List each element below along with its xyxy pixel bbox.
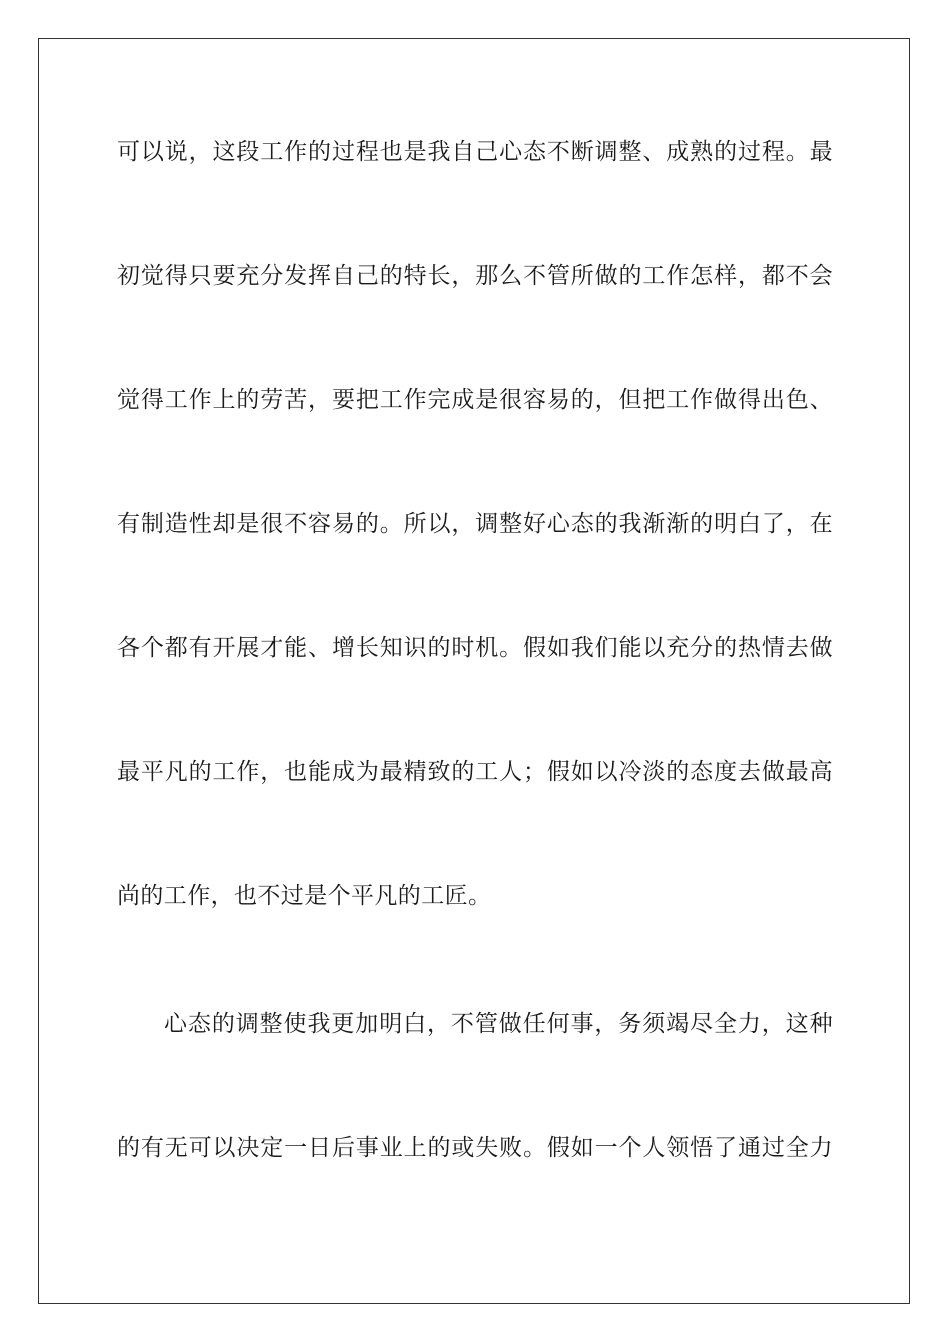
text-line-4: 有制造性却是很不容易的。所以，调整好心态的我渐渐的明白了，在 — [117, 511, 833, 537]
text-line-1: 可以说，这段工作的过程也是我自己心态不断调整、成熟的过程。最 — [117, 139, 833, 165]
text-line-9: 的有无可以决定一日后事业上的或失败。假如一个人领悟了通过全力 — [117, 1135, 833, 1161]
text-line-8: 心态的调整使我更加明白，不管做任何事，务须竭尽全力，这种 — [164, 1011, 833, 1037]
text-line-2: 初觉得只要充分发挥自己的特长，那么不管所做的工作怎样，都不会 — [117, 263, 833, 289]
text-line-6: 最平凡的工作，也能成为最精致的工人；假如以冷淡的态度去做最高 — [117, 759, 833, 785]
text-line-7: 尚的工作，也不过是个平凡的工匠。 — [117, 883, 492, 909]
page-border — [38, 38, 910, 1304]
text-line-5: 各个都有开展才能、增长知识的时机。假如我们能以充分的热情去做 — [117, 635, 833, 661]
text-line-3: 觉得工作上的劳苦，要把工作完成是很容易的，但把工作做得出色、 — [117, 387, 833, 413]
